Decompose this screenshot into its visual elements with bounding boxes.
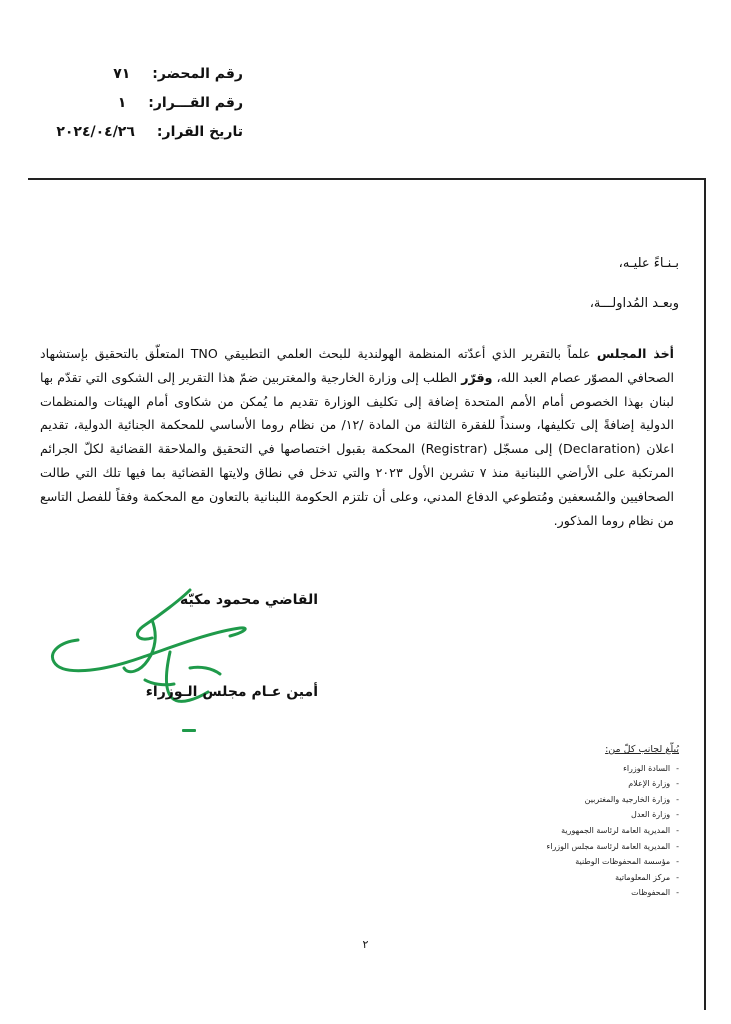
list-item: -المديرية العامة لرئاسة مجلس الوزراء bbox=[546, 841, 679, 851]
opening-line-based-on: بـنـاءً عليـه، bbox=[618, 256, 679, 271]
list-item: -السادة الوزراء bbox=[623, 763, 679, 773]
body-part-2: الطلب إلى وزارة الخارجية والمغتربين ضمّ هذا التقرير إلى الشكوى التي تقدّم بها لبنان بهذا الخصوص أمام الأمم المتحدة إضافة إلى تكليف الوزارة تقديم ما يُمكن من شكاوى أمام الهيئات والمنظمات الدولية إضافةً إلى تكليفها، وسنداً للفقرة الثالثة من المادة /١٢/ من نظام روما الأساسي للمحكمة الجنائية الدولية، تقديم اعلان (Declaration) إلى مسجّل (Registrar) المحكمة بقبول اختصاصها في التحقيق والملاحقة القضائية لكلّ الجرائم المرتكبة على الأراضي اللبنانية منذ ٧ تشرين الأول ٢٠٢٣ والتي تدخل في نطاق ولايتها القضائية بما فيها تلك التي طالت الصحافيين والمُسعفين ومُتطوعي الدفاع المدني، وعلى أن تلتزم الحكومة اللبنانية بالتعاون مع المحكمة وفقاً للفصل التاسع من نظام روما المذكور. bbox=[40, 369, 674, 528]
minutes-number-row bbox=[13, 66, 243, 95]
page-number: ٢ bbox=[362, 938, 369, 951]
decision-body bbox=[40, 342, 674, 532]
opening-lines bbox=[379, 244, 679, 324]
minutes-number-value: ٧١ bbox=[113, 66, 131, 82]
list-item: -وزارة الخارجية والمغتربين bbox=[584, 794, 679, 804]
council-lead: أخذ المجلس bbox=[596, 346, 674, 361]
distribution-list bbox=[479, 742, 679, 901]
list-item: -مؤسسة المحفوظات الوطنية bbox=[575, 857, 679, 867]
list-item: -المحفوظات bbox=[631, 888, 679, 898]
signature-mark bbox=[182, 729, 196, 732]
decision-date-label: تاريخ القرار: bbox=[156, 124, 243, 140]
decision-number-row bbox=[13, 95, 243, 124]
list-item: -المديرية العامة لرئاسة الجمهورية bbox=[561, 825, 679, 835]
list-item: -وزارة العدل bbox=[631, 810, 679, 820]
decision-number-label: رقم القـــرار: bbox=[148, 95, 243, 111]
list-item: -مركز المعلوماتية bbox=[615, 872, 679, 882]
signatory-title: أمين عـام مجلس الـوزراء bbox=[145, 684, 318, 700]
decision-date-value: ٢٠٢٤/٠٤/٢٦ bbox=[56, 124, 135, 140]
body-part-1: علماً بالتقرير الذي أعدّته المنظمة الهولندية للبحث العلمي التطبيقي TNO المتعلّق بالتحقيق بإستشهاد الصحافي المصوّر عصام العبد الله، bbox=[40, 346, 674, 385]
decided-keyword: وقرّر bbox=[461, 369, 493, 385]
signatory-name: القاضي محمود مكيّه bbox=[180, 592, 318, 608]
list-item: -وزارة الإعلام bbox=[628, 779, 679, 789]
minutes-number-label: رقم المحضر: bbox=[152, 66, 243, 82]
decision-header bbox=[13, 66, 243, 153]
opening-line-deliberation: وبعـد المُداولـــة، bbox=[589, 296, 679, 311]
decision-number-value: ١ bbox=[117, 95, 127, 111]
decision-date-row bbox=[13, 124, 243, 153]
distribution-items bbox=[479, 761, 679, 901]
distribution-title: يُبلّغ لجانب كلّ من: bbox=[605, 744, 679, 755]
